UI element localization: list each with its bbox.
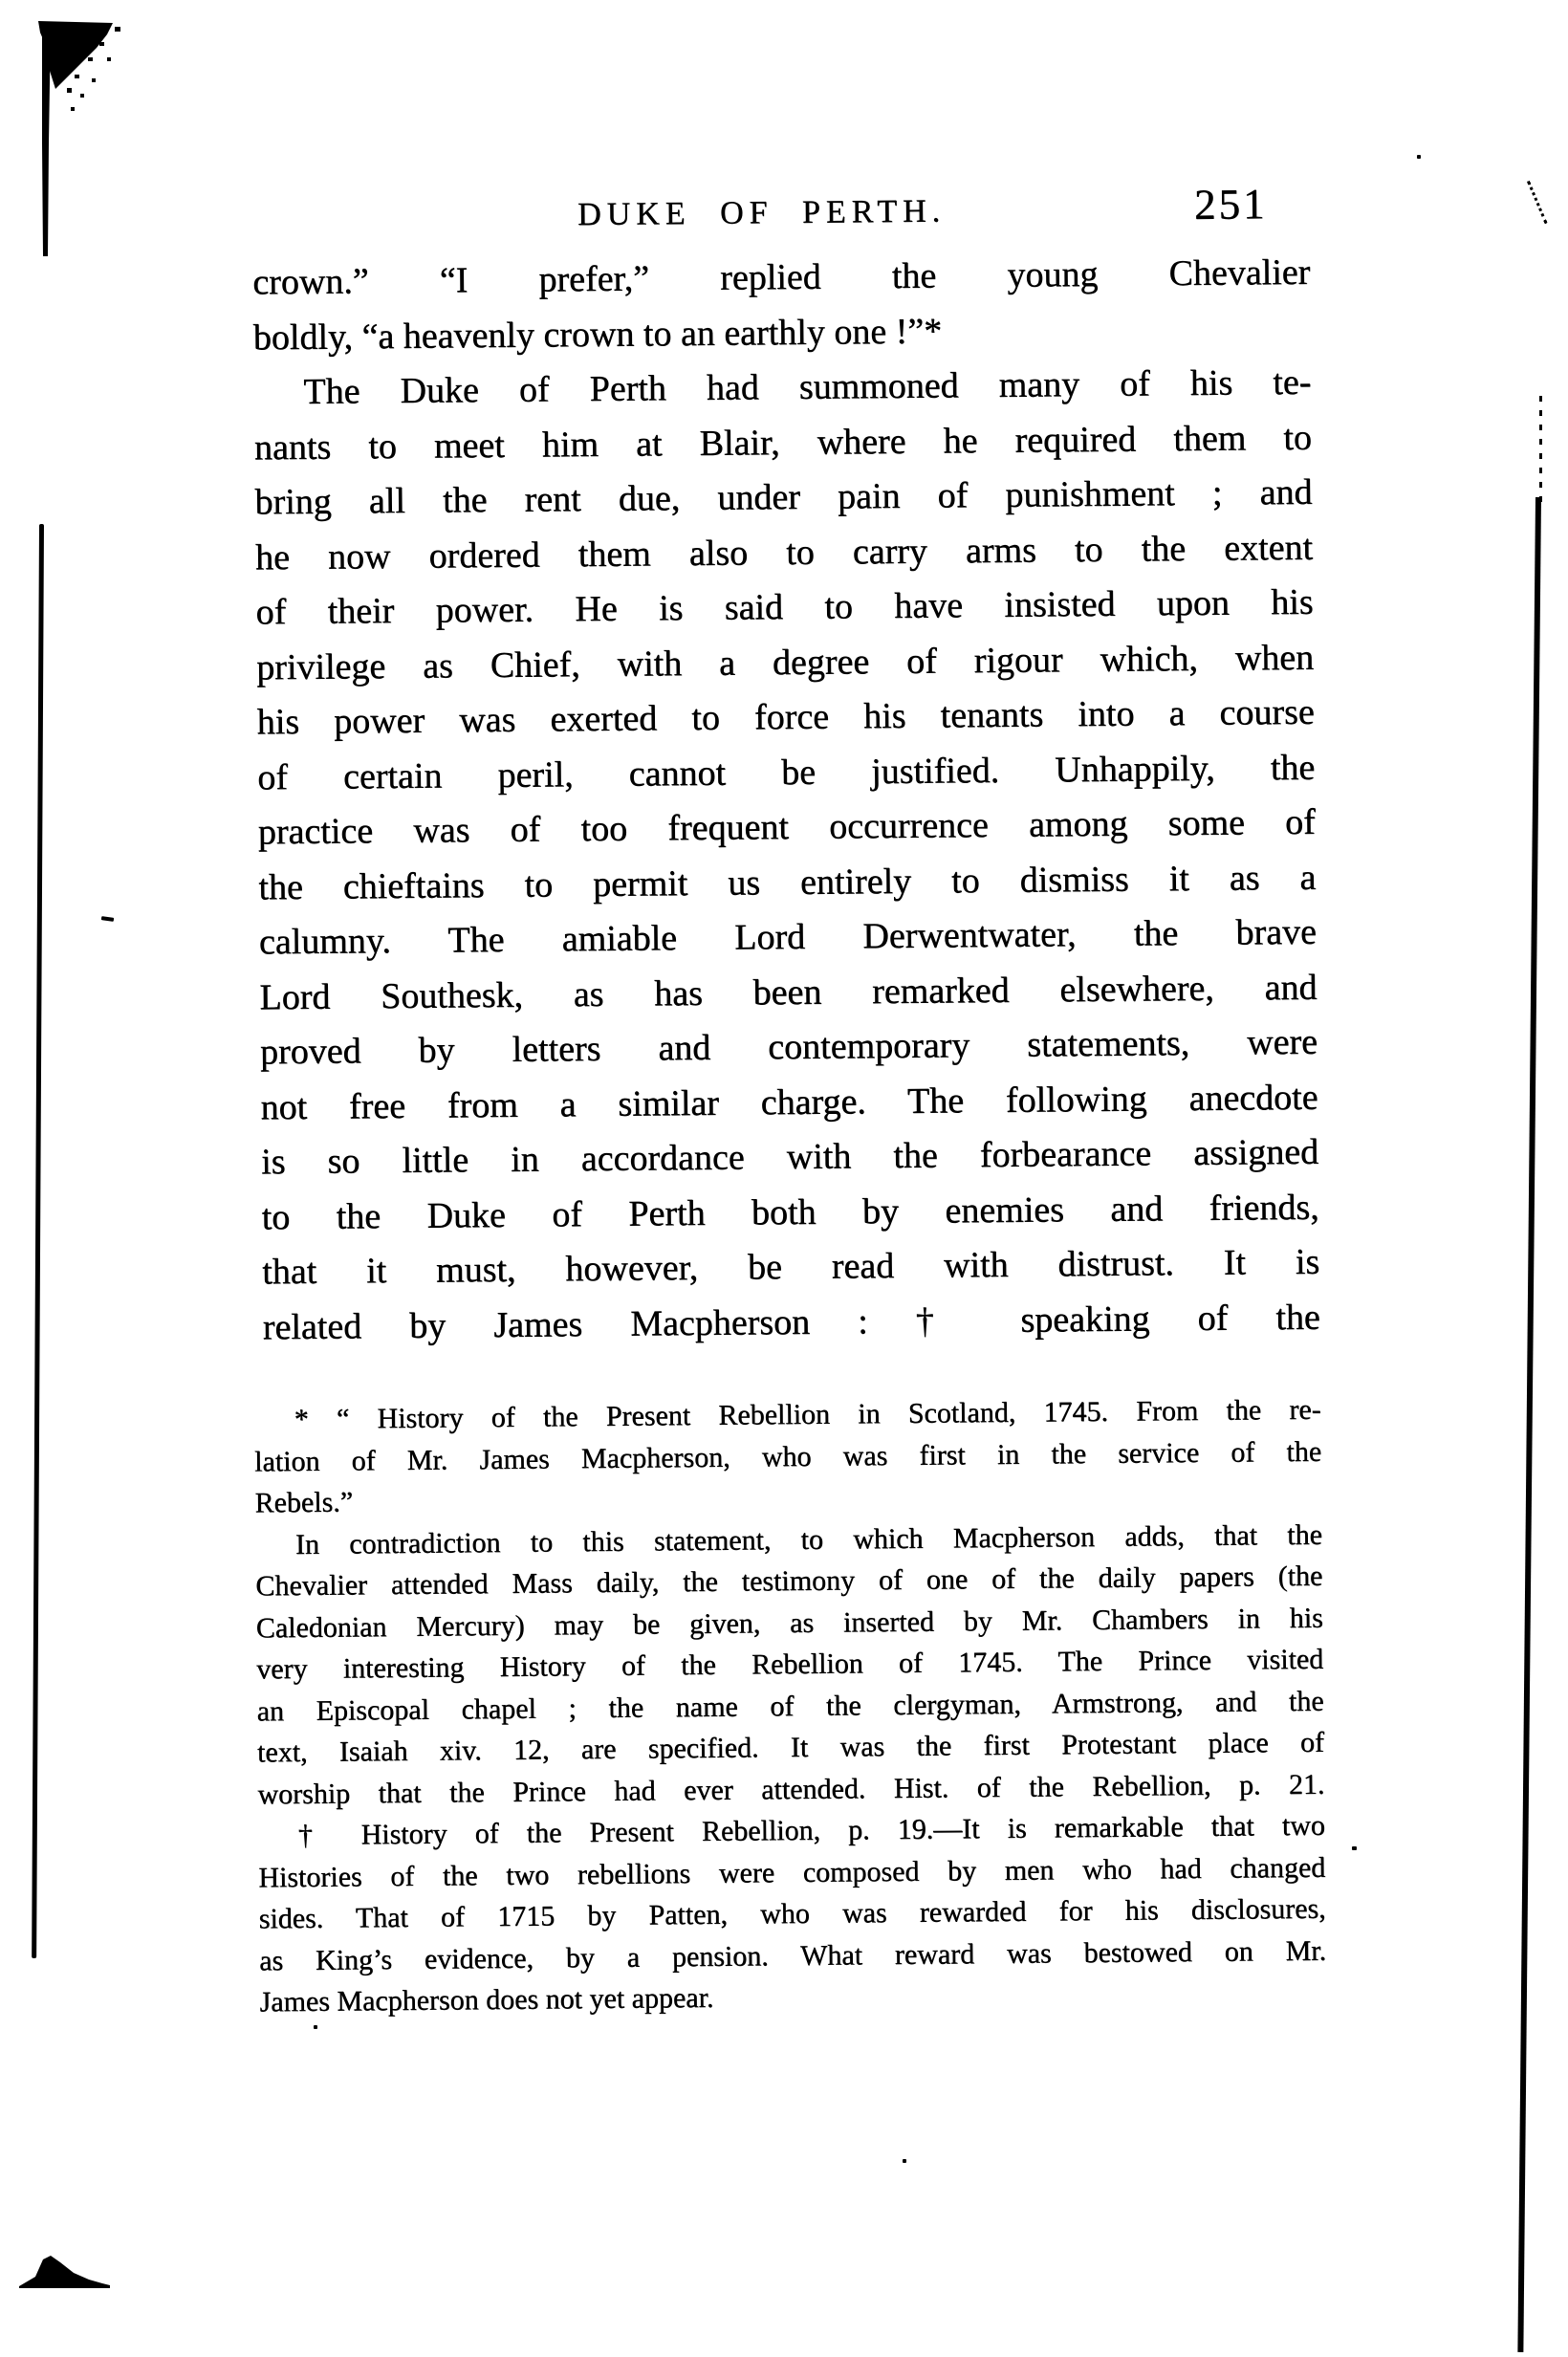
- dust-speck: [314, 2025, 317, 2029]
- text-line: nants to meet him at Blair, where he required them to: [253, 417, 1313, 468]
- footnote-line: Rebels.”: [254, 1486, 354, 1519]
- text-line: he now ordered them also to carry arms to the extent: [254, 527, 1314, 578]
- binding-line-right-dotted: [1539, 396, 1542, 503]
- footnote-line: Histories of the two rebellions were composed by men who had changed: [258, 1851, 1326, 1893]
- text-line: privilege as Chief, with a degree of rigour which, when: [255, 637, 1315, 687]
- text-line: The Duke of Perth had summoned many of his te-: [303, 361, 1312, 412]
- text-line: calumny. The amiable Lord Derwentwater, the brave: [258, 911, 1318, 963]
- running-head: [251, 180, 1310, 252]
- dust-speck: [1417, 155, 1421, 159]
- text-line: of certain peril, cannot be justified. Unhappily, the: [257, 747, 1316, 797]
- text-line: Lord Southesk, as has been remarked elsewhere, and: [259, 967, 1318, 1017]
- text-line: boldly, “a heavenly crown to an earthly one !”*: [252, 310, 943, 358]
- footnote-line: text, Isaiah xiv. 12, are specified. It was the first Protestant place of: [256, 1726, 1325, 1769]
- text-line: is so little in accordance with the forbearance assigned: [260, 1131, 1319, 1183]
- text-line: that it must, however, be read with distrust. It is: [261, 1241, 1320, 1293]
- text-line: to the Duke of Perth both by enemies and friends,: [261, 1187, 1319, 1237]
- text-line: the chieftains to permit us entirely to dismiss it as a: [258, 857, 1317, 907]
- dust-speck: [903, 2159, 906, 2163]
- footnote-line: sides. That of 1715 by Patten, who was rewarded for his disclosures,: [258, 1892, 1326, 1935]
- ink-blob-top-left: [0, 0, 210, 287]
- footnote-line: lation of Mr. James Macpherson, who was first in the service of the: [253, 1435, 1322, 1477]
- footnotes-block: [253, 1389, 1326, 2023]
- text-line: crown.” “I prefer,” replied the young Chevalier: [252, 251, 1311, 303]
- footnote-line: worship that the Prince had ever attended. Hist. of the Rebellion, p. 21.: [257, 1768, 1325, 1810]
- text-line: practice was of too frequent occurrence among some of: [257, 801, 1316, 853]
- footnote-line: an Episcopal chapel ; the name of the clergyman, Armstrong, and the: [256, 1685, 1324, 1727]
- footnote-line: very interesting History of the Rebellion of 1745. The Prince visited: [256, 1643, 1324, 1686]
- footnote-line: Chevalier attended Mass daily, the testimony of one of the daily papers (the: [255, 1560, 1323, 1603]
- ink-smudge-bottom-left: [14, 2247, 139, 2295]
- text-line: his power was exerted to force his tenants into a course: [256, 691, 1315, 743]
- footnote-line: as King’s evidence, by a pension. What reward was bestowed on Mr.: [258, 1934, 1327, 1976]
- footnote-line: * “ History of the Present Rebellion in Scotland, 1745. From the re-: [294, 1393, 1321, 1435]
- text-line: proved by letters and contemporary statements, were: [259, 1021, 1318, 1073]
- text-line: not free from a similar charge. The following anecdote: [260, 1077, 1318, 1127]
- page-title: DUKE OF PERTH.: [577, 193, 947, 233]
- text-line: bring all the rent due, under pain of punishment ; and: [254, 471, 1313, 523]
- text-line: of their power. He is said to have insisted upon his: [255, 581, 1314, 633]
- dust-speck: [1352, 1846, 1357, 1850]
- body-text-block: [252, 246, 1320, 1356]
- footnote-line: In contradiction to this statement, to which Macpherson adds, that the: [294, 1518, 1323, 1560]
- footnote-line: James Macpherson does not yet appear.: [259, 1981, 714, 2019]
- text-line: related by James Macpherson : † speaking of the: [262, 1297, 1320, 1347]
- page-number: 251: [1193, 180, 1268, 229]
- footnote-line: Caledonian Mercury) may be given, as inserted by Mr. Chambers in his: [255, 1602, 1323, 1644]
- footnote-line: † History of the Present Rebellion, p. 19.—It is remarkable that two: [297, 1809, 1325, 1851]
